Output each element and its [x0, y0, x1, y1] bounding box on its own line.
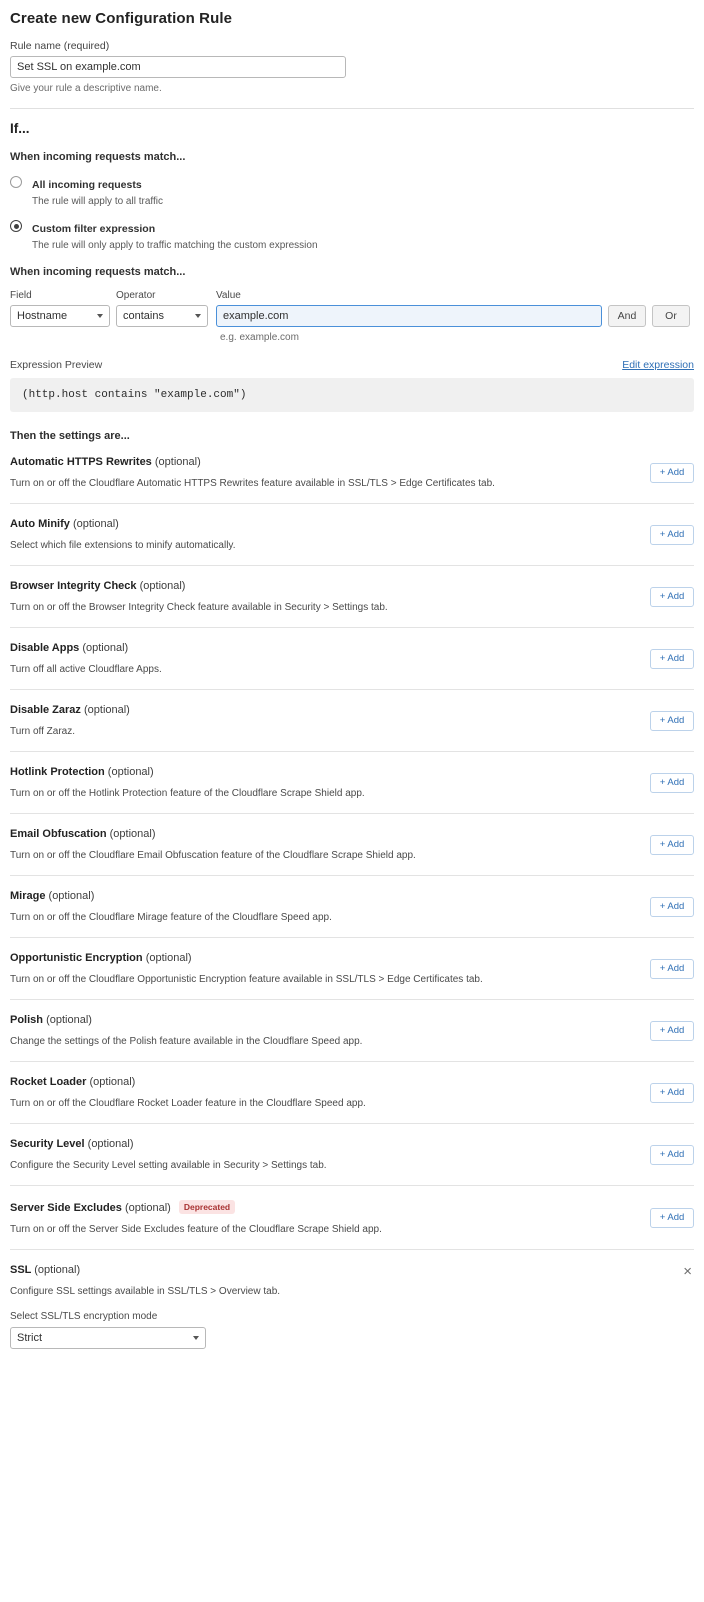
- setting-name: SSL: [10, 1264, 32, 1276]
- setting-row: [10, 628, 694, 690]
- setting-name: Polish: [10, 1014, 44, 1026]
- radio-desc-all-requests: The rule will apply to all traffic: [32, 196, 163, 207]
- add-button[interactable]: + Add: [650, 1208, 694, 1228]
- setting-optional: (optional): [83, 704, 130, 716]
- setting-title: [10, 518, 694, 530]
- add-button[interactable]: + Add: [650, 835, 694, 855]
- radio-desc-custom-filter: The rule will only apply to traffic matching the custom expression: [32, 240, 318, 251]
- setting-title: [10, 1264, 694, 1276]
- setting-optional: (optional): [89, 1076, 136, 1088]
- rule-name-label: Rule name (required): [10, 40, 110, 52]
- setting-name: Rocket Loader: [10, 1076, 87, 1088]
- setting-name: Browser Integrity Check: [10, 580, 137, 592]
- setting-title: [10, 642, 694, 654]
- add-button[interactable]: + Add: [650, 463, 694, 483]
- setting-description: Turn on or off the Server Side Excludes feature of the Cloudflare Scrape Shield app.: [10, 1224, 382, 1235]
- setting-description: Turn on or off the Browser Integrity Check feature available in Security > Settings tab.: [10, 602, 388, 613]
- setting-title: [10, 890, 694, 902]
- value-hint: e.g. example.com: [220, 332, 299, 343]
- add-button[interactable]: + Add: [650, 773, 694, 793]
- radio-option-all-requests[interactable]: [10, 175, 694, 207]
- operator-label: Operator: [116, 290, 156, 301]
- filter-builder-row: [10, 290, 694, 327]
- add-button[interactable]: + Add: [650, 897, 694, 917]
- setting-optional: (optional): [145, 952, 192, 964]
- setting-description: Turn on or off the Cloudflare Opportunistic Encryption feature available in SSL/TLS > Edge Certificates tab.: [10, 974, 483, 985]
- setting-title: [10, 1200, 694, 1214]
- setting-optional: (optional): [72, 518, 119, 530]
- setting-name: Security Level: [10, 1138, 85, 1150]
- field-column: [10, 290, 110, 327]
- setting-description: Turn on or off the Cloudflare Rocket Loader feature in the Cloudflare Speed app.: [10, 1098, 366, 1109]
- setting-row-ssl: [10, 1250, 694, 1363]
- page-title: Create new Configuration Rule: [10, 10, 233, 27]
- setting-title: [10, 828, 694, 840]
- match-heading: When incoming requests match...: [10, 151, 186, 163]
- setting-optional: (optional): [48, 890, 95, 902]
- expression-preview-label: Expression Preview: [10, 359, 103, 371]
- status-badge: Deprecated: [179, 1200, 235, 1214]
- setting-title: [10, 1076, 694, 1088]
- setting-optional: (optional): [34, 1264, 81, 1276]
- setting-description: Configure SSL settings available in SSL/TLS > Overview tab.: [10, 1286, 281, 1297]
- setting-name: Disable Apps: [10, 642, 80, 654]
- radio-icon-custom-filter[interactable]: [10, 220, 22, 232]
- radio-label-custom-filter: Custom filter expression: [32, 223, 156, 235]
- add-button[interactable]: + Add: [650, 1021, 694, 1041]
- setting-title: [10, 1138, 694, 1150]
- setting-name: Email Obfuscation: [10, 828, 107, 840]
- divider: [10, 108, 694, 109]
- setting-optional: (optional): [82, 642, 129, 654]
- setting-optional: (optional): [107, 766, 154, 778]
- add-button[interactable]: + Add: [650, 649, 694, 669]
- setting-row: [10, 690, 694, 752]
- setting-row: [10, 566, 694, 628]
- operator-column: [116, 290, 208, 327]
- add-button[interactable]: + Add: [650, 1145, 694, 1165]
- and-button[interactable]: And: [608, 305, 646, 327]
- setting-optional: (optional): [124, 1202, 171, 1214]
- add-button[interactable]: + Add: [650, 587, 694, 607]
- setting-name: Automatic HTTPS Rewrites: [10, 456, 152, 468]
- setting-name: Hotlink Protection: [10, 766, 105, 778]
- setting-optional: (optional): [87, 1138, 134, 1150]
- value-label: Value: [216, 290, 241, 301]
- setting-description: Turn on or off the Cloudflare Mirage feature of the Cloudflare Speed app.: [10, 912, 332, 923]
- then-settings-heading: Then the settings are...: [10, 430, 130, 442]
- value-column: [216, 290, 602, 327]
- setting-title: [10, 952, 694, 964]
- setting-description: Change the settings of the Polish feature available in the Cloudflare Speed app.: [10, 1036, 363, 1047]
- builder-heading: When incoming requests match...: [10, 266, 186, 278]
- ssl-mode-select[interactable]: [10, 1327, 206, 1349]
- field-label: Field: [10, 290, 32, 301]
- setting-description: Turn on or off the Hotlink Protection feature of the Cloudflare Scrape Shield app.: [10, 788, 365, 799]
- rule-name-input[interactable]: [10, 56, 346, 78]
- value-input[interactable]: [216, 305, 602, 327]
- operator-select[interactable]: [116, 305, 208, 327]
- radio-icon-all-requests[interactable]: [10, 176, 22, 188]
- add-button[interactable]: + Add: [650, 711, 694, 731]
- setting-title: [10, 580, 694, 592]
- radio-label-all-requests: All incoming requests: [32, 179, 142, 191]
- add-button[interactable]: + Add: [650, 1083, 694, 1103]
- setting-row: [10, 1124, 694, 1186]
- close-icon[interactable]: ×: [683, 1263, 692, 1280]
- rule-name-help: Give your rule a descriptive name.: [10, 83, 162, 94]
- setting-row: [10, 504, 694, 566]
- or-button[interactable]: Or: [652, 305, 690, 327]
- setting-row: [10, 442, 694, 504]
- expression-preview-header: [10, 359, 694, 371]
- setting-description: Turn off Zaraz.: [10, 726, 76, 737]
- setting-optional: (optional): [139, 580, 186, 592]
- setting-description: Select which file extensions to minify automatically.: [10, 540, 236, 551]
- expression-preview-box: (http.host contains "example.com"): [10, 378, 694, 412]
- setting-optional: (optional): [46, 1014, 92, 1026]
- setting-row: [10, 1000, 694, 1062]
- add-button[interactable]: + Add: [650, 525, 694, 545]
- field-select[interactable]: [10, 305, 110, 327]
- setting-name: Server Side Excludes: [10, 1202, 122, 1214]
- setting-name: Opportunistic Encryption: [10, 952, 143, 964]
- setting-optional: (optional): [154, 456, 201, 468]
- setting-name: Auto Minify: [10, 518, 70, 530]
- setting-row: [10, 752, 694, 814]
- setting-title: [10, 704, 694, 716]
- setting-description: Turn on or off the Cloudflare Email Obfuscation feature of the Cloudflare Scrape Shield app.: [10, 850, 416, 861]
- setting-title: [10, 766, 694, 778]
- setting-name: Disable Zaraz: [10, 704, 81, 716]
- edit-expression-link[interactable]: Edit expression: [622, 359, 694, 371]
- setting-description: Configure the Security Level setting available in Security > Settings tab.: [10, 1160, 327, 1171]
- setting-optional: (optional): [109, 828, 156, 840]
- setting-row: [10, 1062, 694, 1124]
- ssl-mode-label: Select SSL/TLS encryption mode: [10, 1311, 158, 1322]
- setting-description: Turn on or off the Cloudflare Automatic HTTPS Rewrites feature available in SSL/TLS > Edge Certificates tab.: [10, 478, 495, 489]
- setting-row: [10, 938, 694, 1000]
- add-button[interactable]: + Add: [650, 959, 694, 979]
- setting-row: [10, 814, 694, 876]
- setting-row: [10, 876, 694, 938]
- setting-title: [10, 1014, 694, 1026]
- setting-title: [10, 456, 694, 468]
- if-heading: If...: [10, 121, 30, 136]
- setting-description: Turn off all active Cloudflare Apps.: [10, 664, 162, 675]
- radio-option-custom-filter[interactable]: [10, 219, 694, 251]
- configuration-rule-page: [0, 10, 704, 1363]
- setting-name: Mirage: [10, 890, 46, 902]
- setting-row: [10, 1186, 694, 1250]
